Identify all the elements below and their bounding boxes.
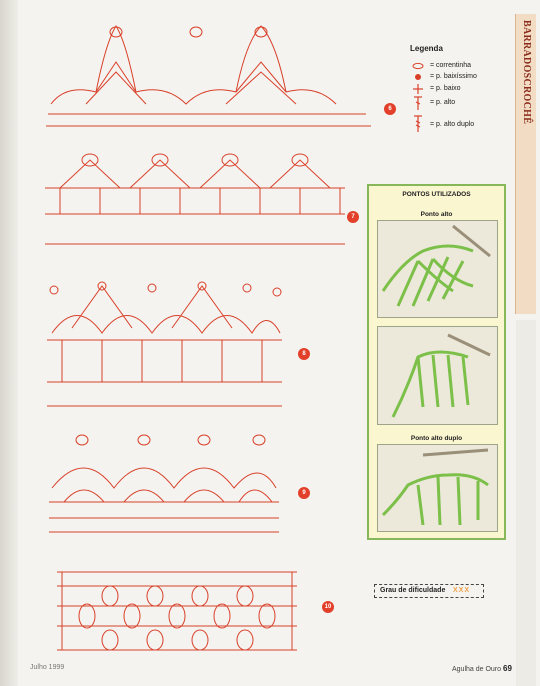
pattern-8-badge: 8 xyxy=(298,348,310,360)
footer-magazine-name: Agulha de Ouro xyxy=(452,666,502,673)
footer-magazine xyxy=(452,664,512,673)
pattern-10-chart xyxy=(52,560,302,660)
legend-item-treble xyxy=(410,118,520,132)
difficulty-marks: XXX xyxy=(453,587,471,594)
stitches-box-title: PONTOS UTILIZADOS xyxy=(402,191,471,198)
photo-label-double-crochet: Ponto alto xyxy=(420,211,453,218)
legend-label: = p. baixíssimo xyxy=(430,73,477,80)
yarn-illustration xyxy=(378,221,497,317)
stitch-photo-treble-crochet xyxy=(377,444,498,532)
stitch-photo-double-crochet xyxy=(377,220,498,318)
section-side-title: BARRADOSCROCHÊ xyxy=(521,20,532,125)
footer-issue-date: Julho 1999 xyxy=(30,664,65,671)
page-edge-strip xyxy=(516,320,536,686)
pattern-9-badge: 9 xyxy=(298,487,310,499)
legend-title: Legenda xyxy=(410,44,443,53)
difficulty-label: Grau de dificuldade xyxy=(380,587,446,594)
pattern-10-badge: 10 xyxy=(322,601,334,613)
legend-label: = p. alto duplo xyxy=(430,121,475,128)
yarn-illustration xyxy=(378,445,497,531)
photo-label-treble-crochet: Ponto alto duplo xyxy=(410,435,463,442)
page-spine-shadow xyxy=(0,0,18,686)
legend-item-double xyxy=(410,96,520,110)
pattern-7-badge: 7 xyxy=(347,211,359,223)
pattern-7-chart xyxy=(40,152,355,258)
double-crochet-icon xyxy=(410,96,426,110)
difficulty-rating xyxy=(374,584,484,598)
legend-label: = p. baixo xyxy=(430,85,461,92)
legend-label: = p. alto xyxy=(430,99,456,106)
legend-item-single xyxy=(410,82,520,96)
legend-label: = correntinha xyxy=(430,62,472,69)
yarn-illustration xyxy=(378,327,497,424)
page-number: 69 xyxy=(503,664,512,673)
pattern-6-badge: 6 xyxy=(384,103,396,115)
pattern-6-chart xyxy=(36,22,381,134)
pattern-8-chart xyxy=(42,278,287,412)
pattern-9-chart xyxy=(44,428,284,538)
treble-crochet-icon xyxy=(410,112,426,132)
single-crochet-icon xyxy=(410,82,426,96)
stitch-photo-double-crochet-step-2 xyxy=(377,326,498,425)
stitch-legend xyxy=(410,44,520,57)
stitches-used-box xyxy=(367,184,506,540)
